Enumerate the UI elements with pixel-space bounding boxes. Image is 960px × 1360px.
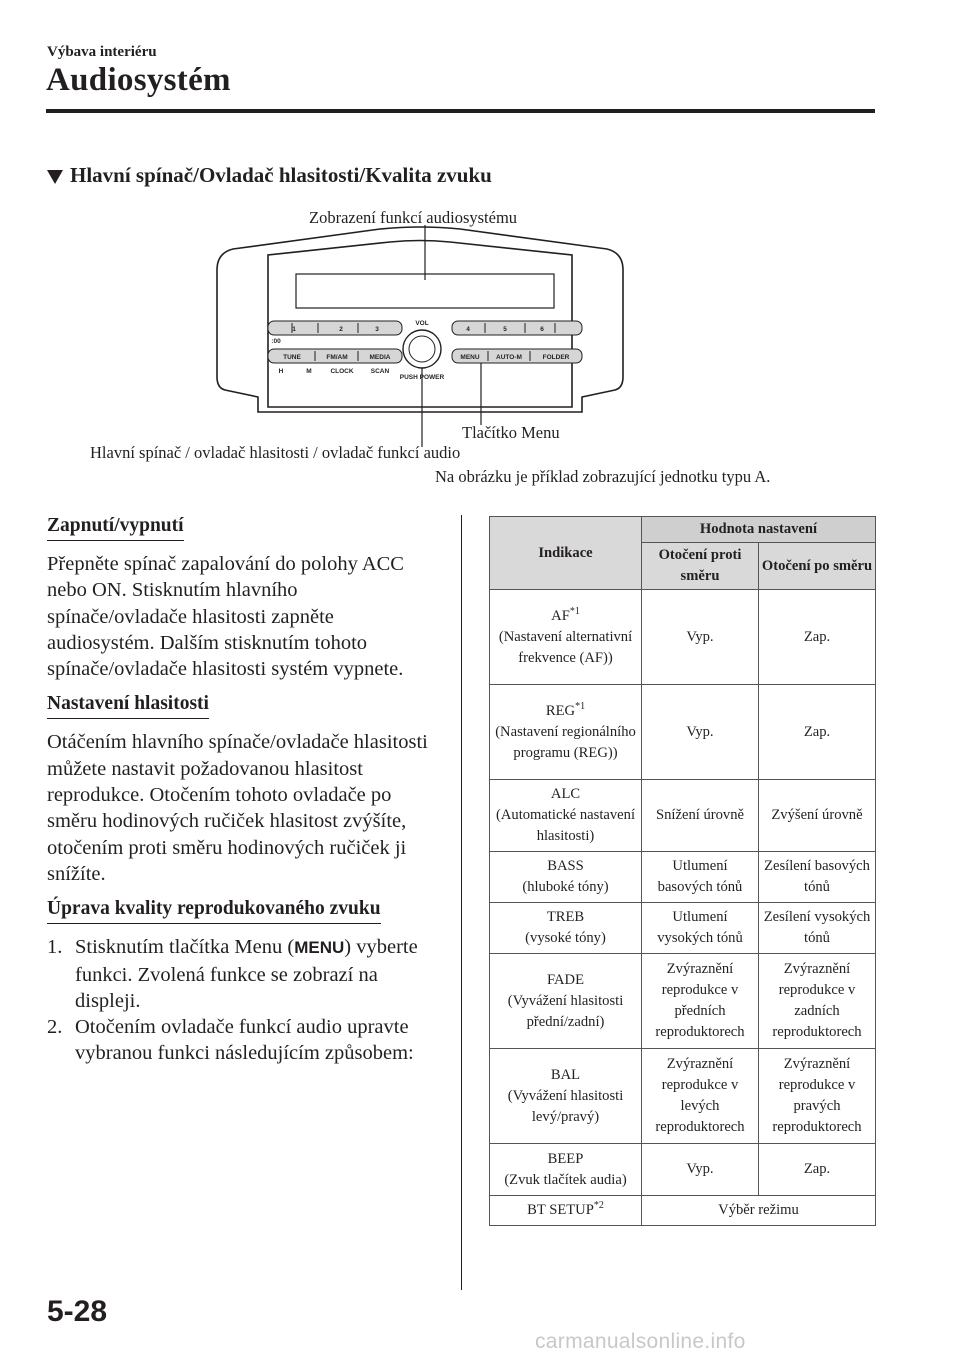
step-1-number: 1. (47, 936, 63, 959)
cell-proti: Snížení úrovně (642, 780, 759, 852)
cell-po: Zesílení basových tónů (759, 852, 876, 903)
cell-bt-value: Výběr režimu (642, 1196, 876, 1226)
sub-label-clock: CLOCK (330, 368, 354, 375)
step-1-text (75, 934, 437, 1014)
subheading-volume: Nastavení hlasitosti (47, 693, 209, 719)
table-row (490, 685, 876, 780)
table-row (490, 1196, 876, 1226)
cell-po: Zap. (759, 590, 876, 685)
cell-indikace: BASS (hluboké tóny) (490, 852, 642, 903)
cell-indikace: AF$^{*1}$ (Nastavení alternativní frekvence (AF)) (490, 590, 642, 685)
table-row (490, 903, 876, 954)
menu-button-label: MENU (460, 354, 480, 361)
step-2-number: 2. (47, 1016, 63, 1039)
step-1 (47, 934, 437, 1014)
cell-proti: Vyp. (642, 590, 759, 685)
label-display: Zobrazení funkcí audiosystému (309, 208, 518, 227)
title-rule (46, 109, 875, 113)
cell-proti: Zvýraznění reprodukce v předních reproduktorech (642, 954, 759, 1049)
cell-po: Zvýraznění reprodukce v pravých reproduktorech (759, 1049, 876, 1144)
step-1-post: ) vyberte funkci. Zvolená funkce se zobrazí na displeji. (75, 936, 418, 1012)
folder-button-label: FOLDER (542, 354, 570, 361)
sub-label-m: M (306, 368, 312, 375)
step-2 (47, 1014, 437, 1067)
section-label: Výbava interiéru (47, 44, 157, 60)
colon-label: :00 (271, 338, 281, 345)
preset-3: 3 (375, 326, 379, 333)
step-2-text: Otočením ovladače funkcí audio upravte vybranou funkci následujícím způsobem: (75, 1016, 414, 1065)
cell-indikace: TREB (vysoké tóny) (490, 903, 642, 954)
preset-1: 1 (292, 326, 296, 333)
cell-indikace: BT SETUP$^{*2}$ (490, 1196, 642, 1226)
menu-key: MENU (294, 938, 345, 958)
left-column (47, 515, 437, 1067)
paragraph-volume: Otáčením hlavního spínače/ovladače hlasitosti můžete nastavit požadovanou hlasitost reprodukce. Otočením tohoto ovladače po směru hodinových ručiček hlasitost zvýšíte, otočením proti směru hodinových ručiček ji snížíte. (47, 731, 428, 885)
subheading-power: Zapnutí/vypnutí (47, 515, 184, 541)
cell-indikace: BAL (Vyvážení hlasitosti levý/pravý) (490, 1049, 642, 1144)
cell-indikace: ALC (Automatické nastavení hlasitosti) (490, 780, 642, 852)
table-row (490, 954, 876, 1049)
table-row (490, 852, 876, 903)
page-number: 5-28 (47, 1295, 108, 1328)
media-button-label: MEDIA (369, 354, 391, 361)
triangle-bullet-icon (47, 170, 63, 184)
header-hodnota: Hodnota nastavení (642, 517, 876, 543)
label-menu: Tlačítko Menu (462, 423, 560, 442)
cell-po: Zesílení vysokých tónů (759, 903, 876, 954)
footer-watermark: carmanualsonline.info (535, 1330, 746, 1353)
fmam-button-label: FM/AM (326, 354, 348, 361)
preset-2: 2 (339, 326, 343, 333)
cell-proti: Vyp. (642, 1144, 759, 1196)
push-power-label: PUSH POWER (399, 374, 445, 381)
subheading-sound-quality: Úprava kvality reprodukovaného zvuku (47, 898, 381, 924)
figure-caption: Na obrázku je příklad zobrazující jednotku typu A. (435, 467, 771, 486)
table-row (490, 1144, 876, 1196)
table-row (490, 780, 876, 852)
autom-button-label: AUTO-M (496, 354, 522, 361)
cell-po: Zvýšení úrovně (759, 780, 876, 852)
cell-po: Zap. (759, 685, 876, 780)
preset-6: 6 (540, 326, 544, 333)
header-indikace: Indikace (490, 517, 642, 590)
cell-indikace: FADE (Vyvážení hlasitosti přední/zadní) (490, 954, 642, 1049)
step-1-pre: Stisknutím tlačítka Menu ( (75, 936, 295, 959)
cell-proti: Vyp. (642, 685, 759, 780)
paragraph-power: Přepněte spínač zapalování do polohy ACC nebo ON. Stisknutím hlavního spínače/ovladače hlasitosti zapněte audiosystém. Dalším stisknutím tohoto spínače/ovladače hlasitosti systém vypnete. (47, 553, 404, 681)
page-title: Audiosystém (46, 62, 231, 98)
preset-5: 5 (503, 326, 507, 333)
cell-indikace: REG$^{*1}$ (Nastavení regionálního programu (REG)) (490, 685, 642, 780)
cell-po: Zap. (759, 1144, 876, 1196)
cell-proti: Utlumení basových tónů (642, 852, 759, 903)
sub-label-h: H (278, 368, 284, 375)
cell-proti: Utlumení vysokých tónů (642, 903, 759, 954)
vol-label: VOL (415, 320, 429, 327)
table-row (490, 1049, 876, 1144)
table-header-row (490, 517, 876, 543)
cell-po: Zvýraznění reprodukce v zadních reproduktorech (759, 954, 876, 1049)
preset-4: 4 (466, 326, 470, 333)
section-heading (47, 163, 492, 188)
header-po: Otočení po směru (759, 543, 876, 590)
table-row (490, 590, 876, 685)
audio-unit-illustration (200, 225, 640, 447)
section-heading-text: Hlavní spínač/Ovladač hlasitosti/Kvalita zvuku (70, 163, 492, 187)
cell-indikace: BEEP (Zvuk tlačítek audia) (490, 1144, 642, 1196)
tune-button-label: TUNE (283, 354, 301, 361)
sub-label-scan: SCAN (370, 368, 390, 375)
column-divider (461, 515, 462, 1290)
label-switch: Hlavní spínač / ovladač hlasitosti / ovladač funkcí audio (90, 443, 461, 462)
cell-proti: Zvýraznění reprodukce v levých reproduktorech (642, 1049, 759, 1144)
settings-table (489, 516, 876, 1226)
header-proti: Otočení proti směru (642, 543, 759, 590)
